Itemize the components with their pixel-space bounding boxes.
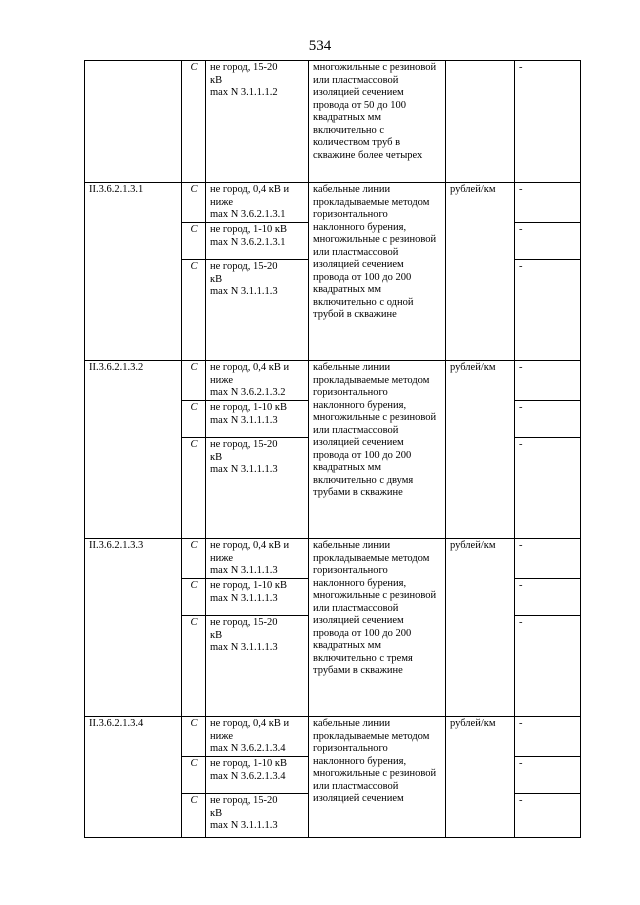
- row-letter: C: [182, 717, 206, 757]
- row-description: кабельные линии прокладываемые методом горизонтального наклонного бурения, многожильные с резиновой или пластмассовой изоляцией сечением провода от 100 до 200 квадратных мм включительно с двумя трубами в скважине: [309, 361, 446, 539]
- tariff-table: [84, 60, 581, 838]
- row-description: кабельные линии прокладываемые методом горизонтального наклонного бурения, многожильные с резиновой или пластмассовой изоляцией сечением провода от 100 до 200 квадратных мм включительно с тремя трубами в скважине: [309, 539, 446, 717]
- row-code: II.3.6.2.1.3.1: [85, 183, 182, 361]
- row-letter: C: [182, 223, 206, 260]
- row-condition: не город, 15-20 кВ max N 3.1.1.1.3: [206, 794, 309, 838]
- row-unit: рублей/км: [446, 361, 515, 539]
- row-value: -: [515, 260, 581, 361]
- table-row: [85, 183, 581, 223]
- row-condition: не город, 15-20 кВ max N 3.1.1.1.2: [206, 61, 309, 183]
- row-unit: [446, 61, 515, 183]
- row-value: -: [515, 794, 581, 838]
- page-number: 534: [308, 38, 332, 54]
- row-code: II.3.6.2.1.3.4: [85, 717, 182, 838]
- row-value: -: [515, 539, 581, 579]
- row-value: -: [515, 223, 581, 260]
- row-letter: C: [182, 183, 206, 223]
- row-letter: C: [182, 61, 206, 183]
- row-description: кабельные линии прокладываемые методом горизонтального наклонного бурения, многожильные с резиновой или пластмассовой изоляцией сечением провода от 100 до 200 квадратных мм включительно с одной трубой в скважине: [309, 183, 446, 361]
- row-condition: не город, 15-20 кВ max N 3.1.1.1.3: [206, 260, 309, 361]
- row-description: многожильные с резиновой или пластмассовой изоляцией сечением провода от 50 до 100 квадратных мм включительно с количеством труб в скважине более четырех: [309, 61, 446, 183]
- row-value: -: [515, 183, 581, 223]
- row-value: -: [515, 438, 581, 539]
- row-letter: C: [182, 757, 206, 794]
- row-description: кабельные линии прокладываемые методом горизонтального наклонного бурения, многожильные с резиновой или пластмассовой изоляцией сечением: [309, 717, 446, 838]
- row-letter: C: [182, 260, 206, 361]
- row-unit: рублей/км: [446, 717, 515, 838]
- row-code: II.3.6.2.1.3.2: [85, 361, 182, 539]
- row-letter: C: [182, 579, 206, 616]
- table-row: [85, 539, 581, 579]
- row-value: -: [515, 616, 581, 717]
- row-value: -: [515, 717, 581, 757]
- row-condition: не город, 0,4 кВ и ниже max N 3.6.2.1.3.2: [206, 361, 309, 401]
- row-code: [85, 61, 182, 183]
- row-letter: C: [182, 401, 206, 438]
- row-value: -: [515, 361, 581, 401]
- table-row: [85, 361, 581, 401]
- table-row: [85, 61, 581, 183]
- row-condition: не город, 15-20 кВ max N 3.1.1.1.3: [206, 616, 309, 717]
- row-letter: C: [182, 616, 206, 717]
- table-row: [85, 717, 581, 757]
- row-condition: не город, 1-10 кВ max N 3.1.1.1.3: [206, 401, 309, 438]
- row-condition: не город, 1-10 кВ max N 3.6.2.1.3.4: [206, 757, 309, 794]
- row-value: -: [515, 401, 581, 438]
- row-value: -: [515, 757, 581, 794]
- row-condition: не город, 0,4 кВ и ниже max N 3.6.2.1.3.1: [206, 183, 309, 223]
- row-condition: не город, 0,4 кВ и ниже max N 3.1.1.1.3: [206, 539, 309, 579]
- row-unit: рублей/км: [446, 539, 515, 717]
- row-letter: C: [182, 539, 206, 579]
- row-condition: не город, 0,4 кВ и ниже max N 3.6.2.1.3.4: [206, 717, 309, 757]
- row-letter: C: [182, 361, 206, 401]
- row-value: -: [515, 61, 581, 183]
- row-condition: не город, 15-20 кВ max N 3.1.1.1.3: [206, 438, 309, 539]
- row-value: -: [515, 579, 581, 616]
- row-letter: C: [182, 794, 206, 838]
- row-letter: C: [182, 438, 206, 539]
- row-condition: не город, 1-10 кВ max N 3.1.1.1.3: [206, 579, 309, 616]
- row-condition: не город, 1-10 кВ max N 3.6.2.1.3.1: [206, 223, 309, 260]
- row-code: II.3.6.2.1.3.3: [85, 539, 182, 717]
- row-unit: рублей/км: [446, 183, 515, 361]
